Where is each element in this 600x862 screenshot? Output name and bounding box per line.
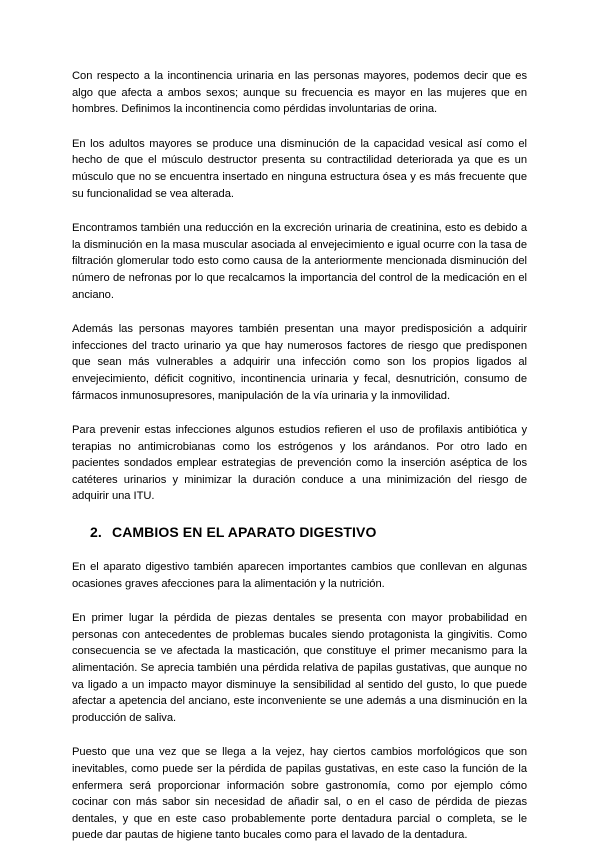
- document-page: [72, 68, 527, 862]
- paragraph-infecciones: Además las personas mayores también presentan una mayor predisposición a adquirir infecciones del tracto urinario ya que hay numerosos factores de riesgo que predisponen que sean más vulnerables a adquirir una infección como son los propios ligados al envejecimiento, déficit cognitivo, incontinencia urinaria y fecal, desnutrición, consumo de fármacos inmunosupresores, manipulación de la vía urinaria y la inmovilidad.: [72, 323, 527, 402]
- paragraph-capacidad-vesical: En los adultos mayores se produce una disminución de la capacidad vesical así como el hecho de que el músculo destructor presenta su contractilidad deteriorada ya que es un músculo que no se encuentra insertado en ninguna estructura ósea y es más frecuente que su funcionalidad se vea alterada.: [72, 137, 527, 200]
- paragraph-incontinencia: Con respecto a la incontinencia urinaria en las personas mayores, podemos decir que es algo que afecta a ambos sexos; aunque su frecuencia es mayor en las mujeres que en hombres. Definimos la incontinencia como pérdidas involuntarias de orina.: [72, 70, 527, 116]
- paragraph-digestivo-intro: En el aparato digestivo también aparecen importantes cambios que conllevan en algunas ocasiones graves afecciones para la alimentación y la nutrición.: [72, 561, 527, 590]
- section-title: CAMBIOS EN EL APARATO DIGESTIVO: [112, 524, 377, 541]
- paragraph-cambios-morfologicos: Puesto que una vez que se llega a la vejez, hay ciertos cambios morfológicos que son inevitables, como puede ser la pérdida de papilas gustativas, en este caso la función de la enfermera será proporcionar información sobre gastronomía, como por ejemplo cómo cocinar con más sabor sin necesidad de añadir sal, o en el caso de pérdida de piezas dentales, y que en este caso probablemente porte dentadura parcial o completa, se le puede dar pautas de higiene tanto bucales como para el lavado de la dentadura.: [72, 746, 527, 842]
- paragraph-piezas-dentales: En primer lugar la pérdida de piezas dentales se presenta con mayor probabilidad en personas con antecedentes de problemas bucales siendo protagonista la gingivitis. Como consecuencia se ve afectada la masticación, que constituye el primer mecanismo para la alimentación. Se aprecia también una pérdida relativa de papilas gustativas, que aunque no va ligado a un impacto mayor disminuye la sensibilidad al sentido del gusto, lo que puede afectar a apetencia del anciano, este inconveniente se une además a una disminución en la producción de saliva.: [72, 612, 527, 724]
- paragraph-creatinina: Encontramos también una reducción en la excreción urinaria de creatinina, esto es debido a la disminución en la masa muscular asociada al envejecimiento e igual ocurre con la tasa de filtración glomerular todo esto como causa de la anteriormente mencionada disminución del número de nefronas por lo que recalcamos la importancia del control de la medicación en el anciano.: [72, 222, 527, 301]
- section-number: 2.: [90, 524, 102, 541]
- section-heading: [90, 523, 527, 541]
- paragraph-prevencion: Para prevenir estas infecciones algunos estudios refieren el uso de profilaxis antibiótica y terapias no antimicrobianas como los estrógenos y los arándanos. Por otro lado en pacientes sondados emplear estrategias de prevención como la inserción aséptica de los catéteres urinarios y minimizar la duración conduce a una minimización del riesgo de adquirir una ITU.: [72, 424, 527, 503]
